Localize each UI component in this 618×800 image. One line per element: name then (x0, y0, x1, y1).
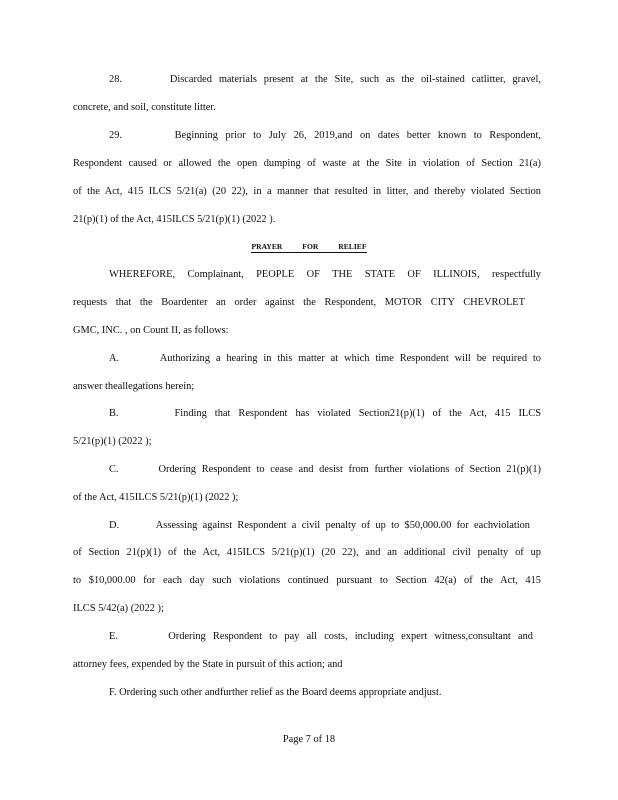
item-c-line-1: C. Ordering Respondent to cease and desist from further violations of Section 21(p)(1) (109, 464, 541, 475)
wherefore-line-2: requests that the Boardenter an order against the Respondent, MOTOR CITY CHEVROLET (73, 297, 525, 308)
item-b-line-1: B. Finding that Respondent has violated Section21(p)(1) of the Act, 415 ILCS (109, 408, 541, 419)
item-d-line-2: of Section 21(p)(1) of the Act, 415ILCS 5/21(p)(1) (20 22), and an additional civil penalty of up (73, 547, 541, 558)
para-29-line-1: 29. Beginning prior to July 26, 2019,and on dates better known to Respondent, (109, 130, 541, 141)
item-d-line-4: ILCS 5/42(a) (2022 ); (73, 603, 164, 614)
item-c-line-2: of the Act, 415ILCS 5/21(p)(1) (2022 ); (73, 492, 239, 503)
wherefore-line-3: GMC, INC. , on Count II, as follows: (73, 325, 229, 336)
para-29-line-3: of the Act, 415 ILCS 5/21(a) (20 22), in a manner that resulted in litter, and thereby violated Section (73, 186, 541, 197)
prayer-heading-text: PRAYER FOR RELIEF (251, 242, 367, 251)
item-e-line-1: E. Ordering Respondent to pay all costs, including expert witness,consultant and (109, 631, 533, 642)
item-e-line-2: attorney fees, expended by the State in pursuit of this action; and (73, 659, 343, 670)
para-28-line-2: concrete, and soil, constitute litter. (73, 102, 216, 113)
item-d-line-3: to $10,000.00 for each day such violations continued pursuant to Section 42(a) of the Act, 415 (73, 575, 541, 586)
item-f-line-1: F. Ordering such other andfurther relief as the Board deems appropriate andjust. (109, 687, 442, 698)
wherefore-line-1: WHEREFORE, Complainant, PEOPLE OF THE STATE OF ILLINOIS, respectfully (109, 269, 541, 280)
para-29-line-2: Respondent caused or allowed the open dumping of waste at the Site in violation of Section 21(a) (73, 158, 541, 169)
item-b-line-2: 5/21(p)(1) (2022 ); (73, 436, 152, 447)
item-a-line-1: A. Authorizing a hearing in this matter at which time Respondent will be required to (109, 353, 541, 364)
para-29-line-4: 21(p)(1) of the Act, 415ILCS 5/21(p)(1) (2022 ). (73, 214, 276, 225)
para-28-line-1: 28. Discarded materials present at the Site, such as the oil-stained catlitter, gravel, (109, 74, 541, 85)
prayer-heading (0, 242, 618, 252)
page-number: Page 7 of 18 (282, 734, 336, 745)
item-d-line-1: D. Assessing against Respondent a civil penalty of up to $50,000.00 for eachviolation (109, 520, 530, 531)
item-a-line-2: answer theallegations herein; (73, 381, 195, 392)
